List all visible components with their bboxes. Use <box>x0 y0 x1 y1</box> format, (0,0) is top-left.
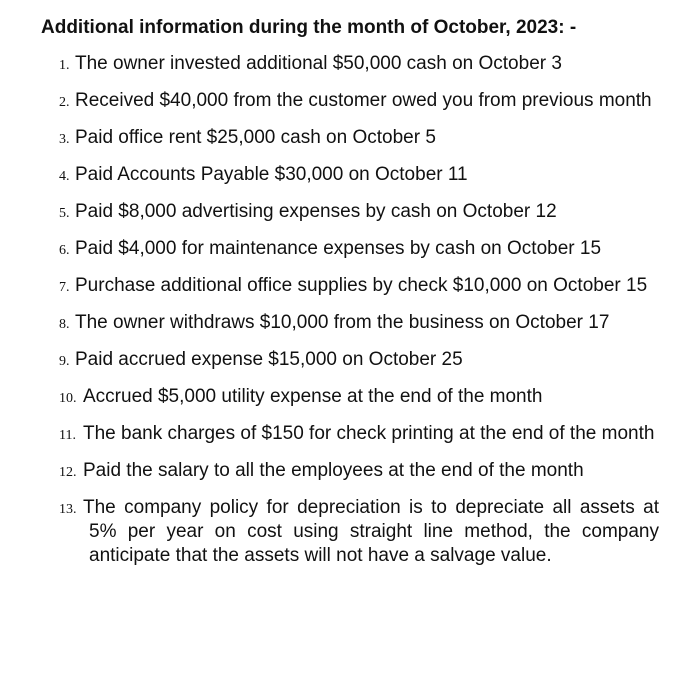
item-text: The company policy for depreciation is to depreciate all assets at 5% per year on cost using straight line method, the company anticipate that the assets will not have a salvage value. <box>83 497 659 566</box>
item-text: Paid the salary to all the employees at the end of the month <box>83 460 584 481</box>
list-item <box>59 422 659 448</box>
item-number: 11. <box>59 428 76 443</box>
item-number: 12. <box>59 465 77 480</box>
item-number: 5. <box>59 206 70 221</box>
item-text: Paid Accounts Payable $30,000 on October 11 <box>75 164 468 185</box>
list-item <box>59 496 659 568</box>
item-number: 4. <box>59 169 70 184</box>
item-text: Paid $4,000 for maintenance expenses by cash on October 15 <box>75 238 602 259</box>
item-text: Paid accrued expense $15,000 on October 25 <box>75 349 463 370</box>
item-number: 7. <box>59 280 70 295</box>
item-text: Paid office rent $25,000 cash on October 5 <box>75 127 436 148</box>
document-heading: Additional information during the month of October, 2023: - <box>41 17 577 38</box>
item-text: The bank charges of $150 for check printing at the end of the month <box>83 423 655 444</box>
item-text: Purchase additional office supplies by check $10,000 on October 15 <box>75 275 648 296</box>
item-number: 9. <box>59 354 70 369</box>
item-number: 8. <box>59 317 70 332</box>
item-number: 3. <box>59 132 70 147</box>
list-item <box>59 385 659 411</box>
item-number: 13. <box>59 502 77 517</box>
item-text: Accrued $5,000 utility expense at the end of the month <box>83 386 543 407</box>
list-item <box>59 163 659 189</box>
item-text: The owner invested additional $50,000 cash on October 3 <box>75 53 562 74</box>
list-item <box>59 348 659 374</box>
list-item <box>59 237 659 263</box>
item-number: 2. <box>59 95 70 110</box>
list-item <box>59 52 659 78</box>
list-item <box>59 311 659 337</box>
item-text: The owner withdraws $10,000 from the business on October 17 <box>75 312 610 333</box>
list-item <box>59 459 659 485</box>
list-item <box>59 126 659 152</box>
list-item <box>59 89 659 115</box>
item-number: 10. <box>59 391 77 406</box>
transaction-list <box>59 52 659 579</box>
list-item <box>59 200 659 226</box>
list-item <box>59 274 659 300</box>
item-number: 1. <box>59 58 70 73</box>
item-number: 6. <box>59 243 70 258</box>
item-text: Received $40,000 from the customer owed you from previous month <box>75 90 652 111</box>
item-text: Paid $8,000 advertising expenses by cash on October 12 <box>75 201 557 222</box>
